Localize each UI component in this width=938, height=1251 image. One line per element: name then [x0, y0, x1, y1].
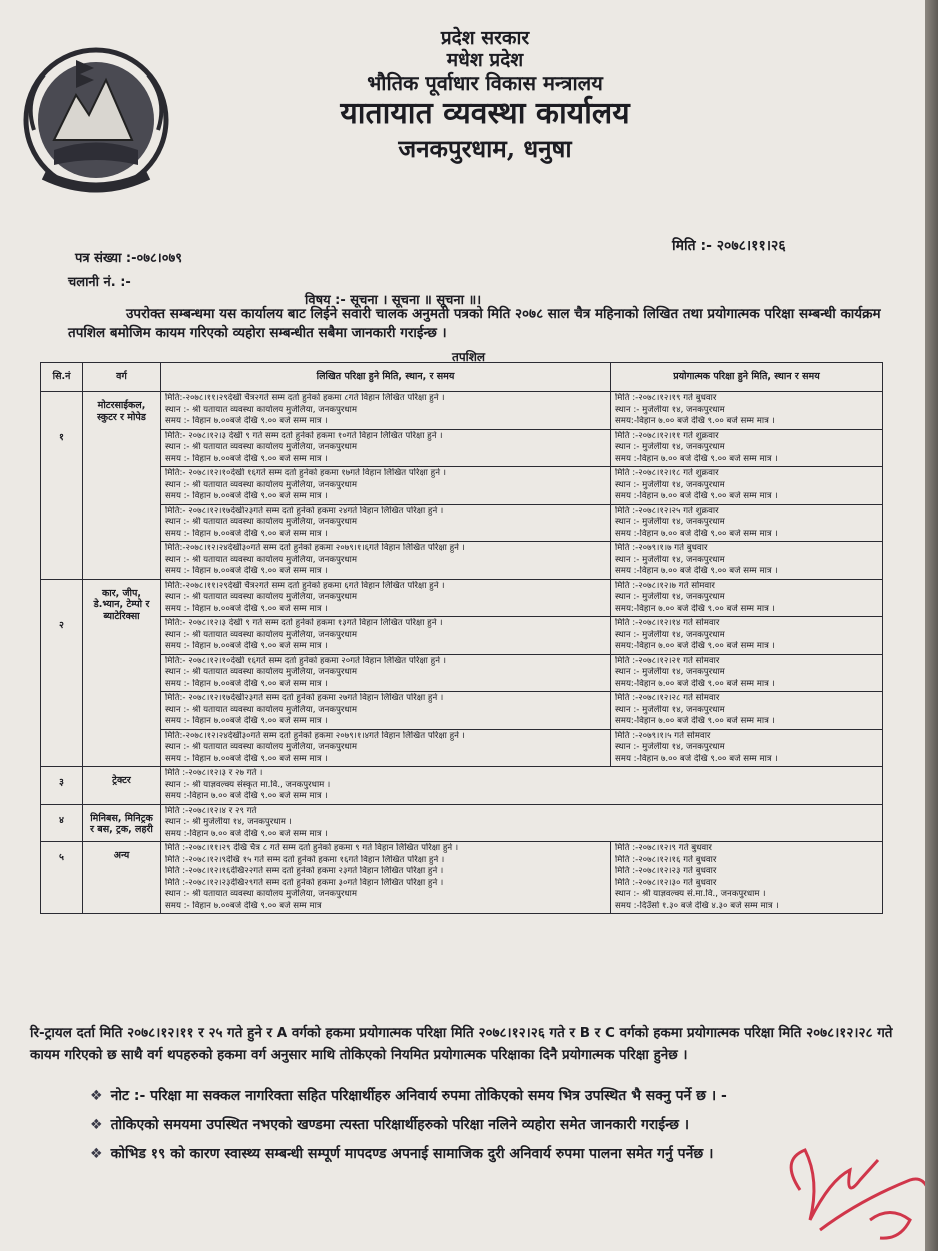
col-header-sn: सि.नं	[41, 363, 83, 392]
schedule-line: मिति :-२०७८।१२।१८ गते शुक्रवार	[615, 468, 719, 478]
table-row	[41, 767, 883, 805]
serial-number-cell: १	[41, 392, 83, 580]
schedule-table	[40, 362, 883, 914]
schedule-line: स्थान :- श्री यतायात व्यवस्था कार्यालय मुजेलिया, जनकपुरधाम	[165, 517, 358, 527]
serial-number-cell: ३	[41, 767, 83, 805]
schedule-line: मिति :-२०७८।१२।३० गते बुधवार	[615, 877, 717, 888]
practical-exam-cell	[611, 579, 883, 617]
schedule-line: मिति :-२०७८।१२।२८ गते सोमवार	[615, 693, 720, 703]
schedule-line: समय :- विहान ७.००बजे देखि ९.०० बजे सम्म मात्र ।	[165, 566, 328, 576]
serial-number-cell: ५	[41, 842, 83, 914]
written-exam-cell	[161, 467, 611, 505]
written-exam-cell	[161, 504, 611, 542]
schedule-line: मिति :-२०७८।१२।९देखि १५ गते सम्म दर्ता हुनेको हकमा १६गते विहान लिखित परिक्षा हुने ।	[165, 854, 445, 865]
schedule-line: स्थान :- मुजेलीया १४, जनकपुरधाम	[615, 742, 725, 752]
schedule-line: स्थान :- मुजेलीया १४, जनकपुरधाम	[615, 554, 725, 565]
schedule-line: स्थान :- श्री यतायात व्यवस्था कार्यालय मुजेलिया, जनकपुरधाम	[165, 479, 358, 490]
schedule-line: समय :- विहान ७.००बजे देखि ९.०० बजे सम्म मात्र ।	[165, 641, 328, 651]
col-header-practical: प्रयोगात्मक परिक्षा हुने मिति, स्थान र समय	[611, 363, 883, 392]
schedule-line: स्थान :- श्री याज्ञवल्क्य सं.मा.वि., जनकपुरधाम ।	[615, 889, 766, 899]
office-location: जनकपुरधाम, धनुषा	[398, 134, 572, 164]
category-cell: मोटरसाईकल, स्कुटर र मोपेड	[83, 392, 161, 580]
schedule-line: समय :- विहान ७.००बजे देखि ९.०० बजे सम्म मात्र ।	[165, 491, 328, 501]
schedule-line: समय :-विहान ७.०० बजे देखि ९.०० बजे सम्म मात्र ।	[615, 566, 778, 576]
schedule-line: मिति :-२०७८।१२।१९ गते बुधवार	[615, 393, 717, 403]
category-cell: ट्रेक्टर	[83, 767, 161, 805]
schedule-line: मिति :-२०७८।१२।९ गते बुधवार	[615, 843, 712, 853]
schedule-line: स्थान :- श्री यतायात व्यवस्था कार्यालय मुजेलिया, जनकपुरधाम	[165, 889, 358, 899]
schedule-line: समय :- विहान ७.००बजे देखि ९.०० बजे सम्म मात्र ।	[165, 453, 328, 464]
schedule-line: मिति :-२०७८।१२।२३ गते बुधवार	[615, 866, 717, 876]
schedule-line: स्थान :- श्री यतायात व्यवस्था कार्यालय मुजेलिया, जनकपुरधाम	[165, 742, 358, 752]
schedule-line: मिति :-२०७८।१२।१६देखि२२गते सम्म दर्ता हुनेको हकमा २३गते विहान लिखित परिक्षा हुने ।	[165, 866, 444, 876]
table-row	[41, 429, 883, 467]
written-exam-cell	[161, 617, 611, 655]
table-row	[41, 804, 883, 842]
written-exam-cell	[161, 579, 611, 617]
schedule-line: मिति:- २०७८।१२।१७देखी२३गते सम्म दर्ता हुनेको हकमा २४गते विहान लिखित परिक्षा हुने ।	[165, 505, 444, 516]
note-text: नोट :- परिक्षा मा सक्कल नागरिक्ता सहित परिक्षार्थीहरु अनिवार्य रुपमा तोकिएको समय भित्र उपस्थित भै सक्नु पर्ने छ । -	[110, 1088, 727, 1104]
table-row	[41, 842, 883, 914]
schedule-line: मिति :-२०७८।१२।२५ गते शुक्रवार	[615, 505, 719, 516]
schedule-line: समय :-विहान ७.०० बजे देखि ९.०० बजे सम्म मात्र ।	[165, 791, 328, 801]
schedule-line: मिति:- २०७८।१२।१०देखी १६गते सम्म दर्ता हुनेको हकमा १७गते विहान लिखित परिक्षा हुने ।	[165, 468, 446, 478]
schedule-line: स्थान :- श्री यतायात व्यवस्था कार्यालय मुजेलिया, जनकपुरधाम	[165, 442, 358, 452]
schedule-line: मिति :-२०७८।१२।१६ गते बुधवार	[615, 854, 717, 865]
dispatch-number: चलानी नं. :-	[68, 275, 131, 290]
schedule-line: मिति:-२०७८।१२।२४देखी३०गते सम्म दर्ता हुनेको हकमा २०७९।१।४गते विहान लिखित परिक्षा हुने ।	[165, 730, 465, 741]
schedule-line: मिति :-२०७८।१२।७ गते सोमवार	[615, 580, 715, 591]
schedule-line: समय :-विहान ७.०० बजे देखि ९.०० बजे सम्म मात्र ।	[615, 491, 778, 501]
handwritten-signature-icon	[760, 1120, 938, 1251]
schedule-line: स्थान :- मुजेलीया १४, जनकपुरधाम	[615, 704, 725, 715]
schedule-line: समय:-विहान ७.०० बजे देखि ९.०० बजे सम्म मात्र ।	[615, 416, 775, 426]
practical-exam-cell	[611, 467, 883, 505]
schedule-line: समय:-विहान ७.०० बजे देखि ९.०० बजे सम्म मात्र ।	[615, 716, 775, 726]
written-exam-cell	[161, 804, 883, 842]
note-text: कोभिड १९ को कारण स्वास्थ्य सम्बन्धी सम्पूर्ण मापदण्ड अपनाई सामाजिक दुरी अनिवार्य रुपमा पालना समेत गर्नु पर्नेछ ।	[110, 1146, 714, 1162]
table-row	[41, 467, 883, 505]
office-name: यातायात व्यवस्था कार्यालय	[340, 95, 630, 131]
schedule-line: मिति :-२०७८।१२।१४ गते सोमवार	[615, 618, 720, 628]
category-cell: कार, जीप, डे.भ्यान, टेम्पो र ब्याटेरिक्सा	[83, 579, 161, 767]
written-exam-cell	[161, 542, 611, 580]
practical-exam-cell	[611, 429, 883, 467]
practical-exam-cell	[611, 504, 883, 542]
schedule-line: स्थान :- मुजेलीया १४, जनकपुरधाम	[615, 629, 725, 640]
written-exam-cell	[161, 767, 883, 805]
schedule-line: मिति :-२०७८।१२।४ र २९ गते	[165, 805, 257, 816]
written-exam-cell	[161, 392, 611, 430]
table-row	[41, 729, 883, 767]
category-cell: मिनिबस, मिनिट्रक र बस, ट्रक, लहरी	[83, 804, 161, 842]
bullet-icon: ❖	[90, 1088, 103, 1104]
schedule-line: समय :- विहान ७.००बजे देखि ९.०० बजे सम्म मात्र ।	[165, 416, 328, 426]
written-exam-cell	[161, 842, 611, 914]
letter-number: पत्र संख्या :-०७८।०७९	[75, 251, 182, 266]
table-row	[41, 579, 883, 617]
schedule-line: मिति :-२०७८।१२।२१ गते सोमवार	[615, 655, 720, 666]
schedule-line: स्थान :- श्री याज्ञवल्क्य संस्कृत मा.वि., जनकपुरधाम ।	[165, 779, 331, 790]
serial-number-cell: २	[41, 579, 83, 767]
practical-exam-cell	[611, 542, 883, 580]
schedule-line: मिति:- २०७८।१२।३ देखी ९ गते सम्म दर्ता हुनेको हकमा १०गते विहान लिखित परिक्षा हुने ।	[165, 430, 443, 441]
table-row	[41, 692, 883, 730]
schedule-line: स्थान :- श्री यतायात व्यवस्था कार्यालय मुजेलिया, जनकपुरधाम	[165, 592, 358, 602]
schedule-line: समय :-विहान ७.०० बजे देखि ९.०० बजे सम्म मात्र ।	[615, 453, 778, 464]
schedule-line: स्थान :- मुजेलीया १४, जनकपुरधाम	[615, 442, 725, 452]
schedule-line: समय:-विहान ७.०० बजे देखि ९.०० बजे सम्म मात्र ।	[615, 678, 775, 689]
serial-number-cell: ४	[41, 804, 83, 842]
schedule-line: स्थान :- श्री यतायात व्यवस्था कार्यालय मुजेलिया, जनकपुरधाम	[165, 554, 358, 565]
table-row	[41, 654, 883, 692]
note-text: तोकिएको समयमा उपस्थित नभएको खण्डमा त्यस्ता परिक्षार्थीहरुको परिक्षा नलिने व्यहोरा समेत जानकारी गराईन्छ ।	[110, 1117, 690, 1133]
schedule-line: मिति :-२०७८।११।२९ देखि चैत्र ८ गते सम्म दर्ता हुनेको हकमा ९ गते विहान लिखित परिक्षा हुने ।	[165, 843, 459, 853]
written-exam-cell	[161, 729, 611, 767]
intro-paragraph: उपरोक्त सम्बन्धमा यस कार्यालय बाट लिईने सवारी चालक अनुमती पत्रको मिति २०७८ साल चैत्र महिनाको लिखित तथा प्रयोगात्मक परिक्षा सम्बन्धी कार्यक्रम तपशिल बमोजिम कायम गरिएको व्यहोरा सम्बन्धीत सबैमा जानकारी गराईन्छ ।	[68, 306, 881, 341]
header-line-1: प्रदेश सरकार	[440, 27, 530, 49]
schedule-line: स्थान :- मुजेलीया १४, जनकपुरधाम	[615, 404, 725, 415]
table-row	[41, 617, 883, 655]
written-exam-cell	[161, 654, 611, 692]
schedule-line: मिति :-२०७८।१२।२३देखि२९गते सम्म दर्ता हुनेको हकमा ३०गते विहान लिखित परिक्षा हुने ।	[165, 877, 444, 888]
table-caption: तपशिल	[452, 350, 486, 364]
schedule-line: समय :-दिउँसो १.३० बजे देखि ४.३० बजे सम्म मात्र ।	[615, 900, 779, 911]
nepal-government-emblem-icon	[14, 40, 184, 200]
header-line-3: भौतिक पूर्वाधार विकास मन्त्रालय	[367, 70, 603, 95]
table-body	[41, 392, 883, 914]
schedule-line: समय :- विहान ७.००बजे देखि ९.०० बजे सम्म मात्र ।	[165, 528, 328, 539]
table-header-row	[41, 363, 883, 392]
practical-exam-cell	[611, 617, 883, 655]
schedule-line: स्थान :- मुजेलीया १४, जनकपुरधाम	[615, 592, 725, 602]
schedule-line: स्थान :- मुजेलीया १४, जनकपुरधाम	[615, 667, 725, 677]
schedule-line: मिति:-२०७८।१२।२४देखी३०गते सम्म दर्ता हुनेको हकमा २०७९।१।६गते विहान लिखित परिक्षा हुने ।	[165, 543, 465, 553]
schedule-line: समय :- विहान ७.००बजे देखि ९.०० बजे सम्म मात्र ।	[165, 678, 328, 689]
schedule-line: समय:-विहान ७.०० बजे देखि ९.०० बजे सम्म मात्र ।	[615, 641, 775, 651]
practical-exam-cell	[611, 392, 883, 430]
schedule-line: समय :- विहान ७.००बजे देखि ९.०० बजे सम्म मात्र ।	[165, 716, 328, 726]
header-line-2: मधेश प्रदेश	[446, 48, 524, 71]
schedule-line: समय:-विहान ७.०० बजे देखि ९.०० बजे सम्म मात्र ।	[615, 603, 775, 614]
written-exam-cell	[161, 429, 611, 467]
schedule-line: मिति:- २०७८।१२।१७देखी२३गते सम्म दर्ता हुनेको हकमा २७गते विहान लिखित परिक्षा हुने ।	[165, 693, 444, 703]
schedule-line: समय :- विहान ७.००बजे देखि ९.०० बजे सम्म मात्र ।	[165, 753, 328, 764]
practical-exam-cell	[611, 842, 883, 914]
letter-date: मिति :- २०७८।११।२६	[672, 238, 786, 254]
table-row	[41, 504, 883, 542]
schedule-line: मिति :-२०७९।१।५ गते सोमवार	[615, 730, 711, 741]
schedule-line: मिति:- २०७८।१२।३ देखी ९ गते सम्म दर्ता हुनेको हकमा १३गते विहान लिखित परिक्षा हुने ।	[165, 618, 443, 628]
schedule-line: समय :-विहान ७.०० बजे देखि ९.०० बजे सम्म मात्र ।	[165, 828, 328, 839]
schedule-line: मिति:-२०७८।११।२९देखी चैत्र२गते सम्म दर्ता हुनेको हकमा ६गते विहान लिखित परिक्षा हुने ।	[165, 580, 445, 591]
schedule-line: स्थान :- श्री मुजेलीया १४, जनकपुरधाम ।	[165, 817, 292, 827]
written-exam-cell	[161, 692, 611, 730]
table-row	[41, 542, 883, 580]
schedule-line: स्थान :- श्री यतायात व्यवस्था कार्यालय मुजेलिया, जनकपुरधाम	[165, 704, 358, 715]
bullet-icon: ❖	[90, 1117, 103, 1133]
schedule-line: समय :- विहान ७.००बजे देखि ९.०० बजे सम्म मात्र ।	[165, 603, 328, 614]
practical-exam-cell	[611, 692, 883, 730]
schedule-line: स्थान :- मुजेलीया १४, जनकपुरधाम	[615, 479, 725, 490]
schedule-line: स्थान :- श्री यतायात व्यवस्था कार्यालय मुजेलिया, जनकपुरधाम	[165, 667, 358, 677]
col-header-written: लिखित परिक्षा हुने मिति, स्थान, र समय	[161, 363, 611, 392]
practical-exam-cell	[611, 654, 883, 692]
subject-line: विषय :- सूचना । सूचना ॥ सूचना ॥।	[305, 293, 482, 308]
table-row	[41, 392, 883, 430]
schedule-line: स्थान :- मुजेलीया १४, जनकपुरधाम	[615, 517, 725, 527]
col-header-category: वर्ग	[83, 363, 161, 392]
schedule-line: स्थान :- श्री यतायात व्यवस्था कार्यालय मुजेलिया, जनकपुरधाम	[165, 404, 358, 415]
schedule-line: मिति :-२०७८।१२।११ गते शुक्रवार	[615, 430, 719, 441]
schedule-line: मिति :-२०७८।१२।३ र २७ गते ।	[165, 768, 263, 778]
bullet-icon: ❖	[90, 1146, 103, 1162]
practical-exam-cell	[611, 729, 883, 767]
schedule-line: समय :- विहान ७.००बजे देखि ९.०० बजे सम्म मात्र	[165, 900, 322, 911]
category-cell: अन्य	[83, 842, 161, 914]
note-item	[90, 1086, 890, 1105]
schedule-line: मिति:- २०७८।१२।१०देखी १६गते सम्म दर्ता हुनेको हकमा २०गते विहान लिखित परिक्षा हुने ।	[165, 655, 446, 666]
schedule-line: मिति:-२०७८।११।२९देखी चैत्र२गते सम्म दर्ता हुनेको हकमा ८गते विहान लिखित परिक्षा हुने ।	[165, 393, 445, 403]
schedule-line: स्थान :- श्री यतायात व्यवस्था कार्यालय मुजेलिया, जनकपुरधाम	[165, 629, 358, 640]
office-header	[250, 28, 720, 163]
retrial-paragraph: रि-ट्रायल दर्ता मिति २०७८।१२।११ र २५ गते हुने र A वर्गको हकमा प्रयोगात्मक परिक्षा मिति २०७८।१२।२६ गते र B र C वर्गको हकमा प्रयोगात्मक परिक्षा मिति २०७८।१२।२८ गते कायम गरिएको छ साथै वर्ग थपहरुको हकमा वर्ग अनुसार माथि तोकिएको नियमित प्रयोगात्मक परिक्षाका दिनै प्रयोगात्मक परिक्षा हुनेछ ।	[30, 1025, 893, 1063]
schedule-line: समय :-विहान ७.०० बजे देखि ९.०० बजे सम्म मात्र ।	[615, 753, 778, 764]
schedule-line: मिति :-२०७९।१।७ गते बुधवार	[615, 543, 708, 553]
schedule-line: समय :-विहान ७.०० बजे देखि ९.०० बजे सम्म मात्र ।	[615, 528, 778, 539]
